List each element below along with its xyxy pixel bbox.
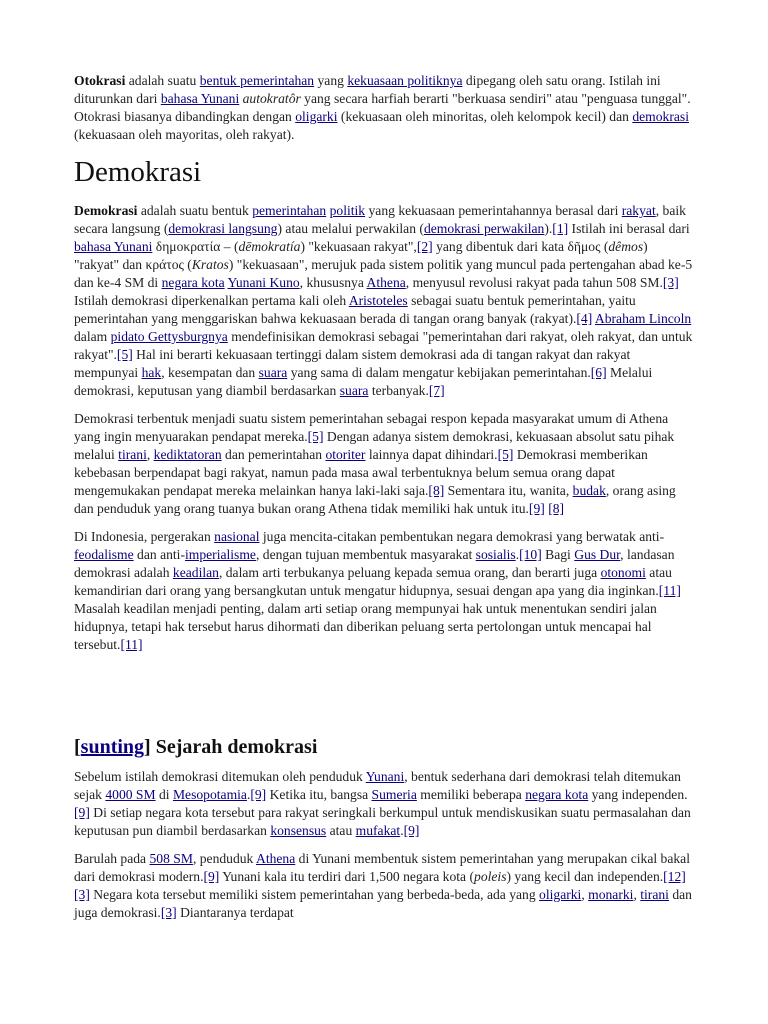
link-mufakat[interactable]: mufakat [355, 823, 401, 838]
link-otoriter[interactable]: otoriter [325, 447, 366, 462]
text: ) "kekuasaan rakyat", [300, 239, 417, 254]
italic-term: dēmokratía [238, 239, 301, 254]
text: Ketika itu, bangsa [266, 787, 372, 802]
text: . [246, 787, 251, 802]
text: ) "rakyat" dan κράτος ( [74, 239, 648, 272]
text: yang independen. [588, 787, 688, 802]
text: (kekuasaan oleh mayoritas, oleh rakyat). [74, 127, 295, 142]
text: atau kemandirian dari orang yang bersangkutan untuk mengatur hidupnya, sesuai dengan apa yang dia inginkan. [74, 565, 672, 598]
italic-term: Kratos [191, 257, 229, 272]
link-gus-dur[interactable]: Gus Dur [574, 547, 621, 562]
citation-link[interactable]: [11] [658, 583, 681, 598]
paragraph-definition [74, 202, 694, 400]
text: , landasan demokrasi adalah [74, 547, 675, 580]
italic-term: dêmos [608, 239, 644, 254]
paragraph-508-sm [74, 850, 694, 922]
text: Dengan adanya sistem demokrasi, kekuasaan absolut satu pihak melalui [74, 429, 675, 462]
heading-title: Sejarah demokrasi [150, 736, 318, 758]
text: , penduduk [192, 851, 256, 866]
text: Masalah keadilan menjadi penting, dalam arti setiap orang mempunyai hak untuk menentukan sendiri jalan hidupnya, tetapi hak tersebut harus dihormati dan diberikan peluang serta pertolongan untuk mencapai hal tersebut. [74, 601, 657, 652]
citation-link[interactable]: [9] [74, 805, 90, 820]
citation-link[interactable]: [3] [160, 905, 177, 920]
section-heading-sejarah [74, 734, 694, 760]
text: atau [326, 823, 356, 838]
link-sumeria[interactable]: Sumeria [371, 787, 417, 802]
italic-term: autokratôr [242, 91, 301, 106]
citation-link[interactable]: [6] [590, 365, 607, 380]
text: memiliki beberapa [416, 787, 526, 802]
text: , kesempatan dan [161, 365, 259, 380]
link-kediktatoran[interactable]: kediktatoran [153, 447, 222, 462]
link-suara[interactable]: suara [258, 365, 288, 380]
link-suara[interactable]: suara [339, 383, 369, 398]
link-yunani-kuno[interactable]: Yunani Kuno [227, 275, 300, 290]
citation-link[interactable]: [5] [497, 447, 514, 462]
text: Diantaranya terdapat [176, 905, 294, 920]
citation-link[interactable]: [2] [416, 239, 433, 254]
text: adalah suatu bentuk [137, 203, 253, 218]
italic-term: poleis [474, 869, 507, 884]
link-athena[interactable]: Athena [256, 851, 296, 866]
text: , [581, 887, 589, 902]
link-508-sm[interactable]: 508 SM [149, 851, 193, 866]
citation-link[interactable]: [12] [663, 869, 686, 884]
text: terbanyak. [368, 383, 429, 398]
link-keadilan[interactable]: keadilan [172, 565, 219, 580]
text: ) yang kecil dan independen. [506, 869, 664, 884]
link-mesopotamia[interactable]: Mesopotamia [172, 787, 247, 802]
text: Barulah pada [74, 851, 150, 866]
link-monarki[interactable]: monarki [588, 887, 634, 902]
link-negara-kota[interactable]: negara kota [161, 275, 225, 290]
link-politik[interactable]: politik [329, 203, 366, 218]
link-pidato-gettysburg[interactable]: pidato Gettysburgnya [110, 329, 228, 344]
citation-link[interactable]: [4] [576, 311, 593, 326]
text: dan pemerintahan [221, 447, 326, 462]
text: Negara kota tersebut memiliki sistem pemerintahan yang berbeda-beda, ada yang [89, 887, 540, 902]
link-yunani[interactable]: Yunani [365, 769, 405, 784]
text: mendefinisikan demokrasi sebagai "pemerintahan dari rakyat, oleh rakyat, dan untuk rakyat". [74, 329, 693, 362]
text: ) atau melalui perwakilan ( [277, 221, 424, 236]
text: , bentuk sederhana dari demokrasi telah ditemukan sejak [74, 769, 681, 802]
text: yang kekuasaan pemerintahannya berasal dari [365, 203, 622, 218]
text: Sebelum istilah demokrasi ditemukan oleh penduduk [74, 769, 366, 784]
citation-link[interactable]: [1] [552, 221, 569, 236]
citation-link[interactable]: [3] [74, 887, 90, 902]
citation-link[interactable]: [9] [403, 823, 420, 838]
bold-term: Demokrasi [74, 203, 138, 218]
link-bahasa-yunani[interactable]: bahasa Yunani [160, 91, 240, 106]
link-nasional[interactable]: nasional [214, 529, 260, 544]
link-feodalisme[interactable]: feodalisme [74, 547, 134, 562]
text: dan juga demokrasi. [74, 887, 692, 920]
text: Hal ini berarti kekuasaan tertinggi dalam sistem demokrasi ada di tangan rakyat dan rakyat mempunyai [74, 347, 631, 380]
link-demokrasi[interactable]: demokrasi [632, 109, 689, 124]
text: Demokrasi memberikan kebebasan berpendapat bagi rakyat, namun pada masa awal terbentuknya belum semua orang dapat mengemukakan pendapat mereka melainkan hanya laki-laki saja. [74, 447, 648, 498]
paragraph-athena [74, 410, 694, 518]
link-athena[interactable]: Athena [366, 275, 406, 290]
text: , dalam arti terbukanya peluang kepada semua orang, dan berarti juga [218, 565, 601, 580]
text: , orang asing dan penduduk yang orang tuanya bukan orang Athena tidak memiliki hak untuk itu. [74, 483, 676, 516]
bold-term: Otokrasi [74, 73, 126, 88]
text: Bagi [541, 547, 575, 562]
citation-link[interactable]: [11] [120, 637, 143, 652]
link-hak[interactable]: hak [141, 365, 162, 380]
text: Istilah ini berasal dari [568, 221, 690, 236]
bracket: [ [74, 736, 81, 758]
text: , [633, 887, 641, 902]
text: di Yunani membentuk sistem pemerintahan yang merupakan cikal bakal dari demokrasi modern. [74, 851, 690, 884]
text: sebagai suatu bentuk pemerintahan, yaitu pemerintahan yang menggariskan bahwa kekuasaan berada di tangan orang banyak (rakyat). [74, 293, 636, 326]
text: yang sama di dalam mengatur kebijakan pemerintahan. [287, 365, 591, 380]
link-4000-sm[interactable]: 4000 SM [105, 787, 156, 802]
link-otonomi[interactable]: otonomi [600, 565, 646, 580]
citation-link[interactable]: [5] [116, 347, 133, 362]
text: Sementara itu, wanita, [444, 483, 573, 498]
edit-section-link[interactable]: sunting [80, 736, 145, 758]
link-konsensus[interactable]: konsensus [270, 823, 327, 838]
link-oligarki[interactable]: oligarki [539, 887, 582, 902]
paragraph-indonesia [74, 528, 694, 654]
citation-link[interactable]: [9] [203, 869, 220, 884]
text: lainnya dapat dihindari. [365, 447, 498, 462]
text: yang secara harfiah berarti "berkuasa sendiri" atau "penguasa tunggal". Otokrasi biasanya dibandingkan dengan [74, 91, 691, 124]
link-sosialis[interactable]: sosialis [475, 547, 516, 562]
citation-link[interactable]: [10] [519, 547, 542, 562]
text: , menyusul revolusi rakyat pada tahun 508 SM. [405, 275, 663, 290]
text: Istilah demokrasi diperkenalkan pertama kali oleh [74, 293, 349, 308]
link-bentuk-pemerintahan[interactable]: bentuk pemerintahan [199, 73, 315, 88]
text: Demokrasi terbentuk menjadi suatu sistem pemerintahan sebagai respon kepada masyarakat umum di Athena yang ingin menyuarakan pendapat mereka. [74, 411, 669, 444]
link-rakyat[interactable]: rakyat [621, 203, 656, 218]
citation-link[interactable]: [3] [662, 275, 679, 290]
link-oligarki[interactable]: oligarki [295, 109, 338, 124]
text: (kekuasaan oleh minoritas, oleh kelompok kecil) dan [337, 109, 633, 124]
text: juga mencita-citakan pembentukan negara demokrasi yang berwatak anti- [259, 529, 665, 544]
link-aristoteles[interactable]: Aristoteles [348, 293, 408, 308]
text: yang dibentuk dari kata δῆμος ( [432, 239, 609, 254]
text: dalam [74, 329, 111, 344]
text: , [146, 447, 154, 462]
text: , dengan tujuan membentuk masyarakat [255, 547, 476, 562]
link-demokrasi-langsung[interactable]: demokrasi langsung [168, 221, 278, 236]
text: dipegang oleh satu orang. Istilah ini diturunkan dari [74, 73, 661, 106]
citation-link[interactable]: [9] [250, 787, 267, 802]
section-heading-demokrasi: Demokrasi [74, 156, 202, 188]
text: Melalui demokrasi, keputusan yang diambil berdasarkan [74, 365, 653, 398]
link-tirani[interactable]: tirani [640, 887, 669, 902]
citation-link[interactable]: [5] [307, 429, 324, 444]
link-negara-kota[interactable]: negara kota [525, 787, 589, 802]
link-pemerintahan[interactable]: pemerintahan [252, 203, 327, 218]
text: . [515, 547, 520, 562]
text: ) "kekuasaan", merujuk pada sistem politik yang muncul pada pertengahan abad ke-5 dan ke-4 SM di [74, 257, 693, 290]
text: Yunani kala itu terdiri dari 1,500 negara kota ( [219, 869, 475, 884]
link-demokrasi-perwakilan[interactable]: demokrasi perwakilan [423, 221, 545, 236]
citation-link[interactable]: [7] [428, 383, 445, 398]
paragraph-mesopotamia [74, 768, 694, 840]
text: , baik secara langsung ( [74, 203, 686, 236]
text: Di setiap negara kota tersebut para rakyat seringkali berkumpul untuk mendiskusikan suatu permasalahan dan keputusan pun diambil berdasarkan [74, 805, 691, 838]
link-abraham-lincoln[interactable]: Abraham Lincoln [594, 311, 692, 326]
text: ). [544, 221, 553, 236]
bracket: ] [144, 736, 151, 758]
text: Di Indonesia, pergerakan [74, 529, 215, 544]
text: . [400, 823, 404, 838]
link-tirani[interactable]: tirani [118, 447, 147, 462]
link-budak[interactable]: budak [572, 483, 606, 498]
link-bahasa-yunani[interactable]: bahasa Yunani [74, 239, 153, 254]
text: δημοκρατία – ( [152, 239, 239, 254]
text: , khususnya [299, 275, 367, 290]
text: adalah suatu [125, 73, 200, 88]
text: di [155, 787, 173, 802]
link-kekuasaan-politiknya[interactable]: kekuasaan politiknya [347, 73, 463, 88]
text: yang [314, 73, 348, 88]
citation-link[interactable]: [8] [548, 501, 565, 516]
intro-paragraph [74, 72, 694, 144]
text: dan anti- [133, 547, 185, 562]
citation-link[interactable]: [9] [528, 501, 545, 516]
link-imperialisme[interactable]: imperialisme [184, 547, 256, 562]
citation-link[interactable]: [8] [428, 483, 445, 498]
